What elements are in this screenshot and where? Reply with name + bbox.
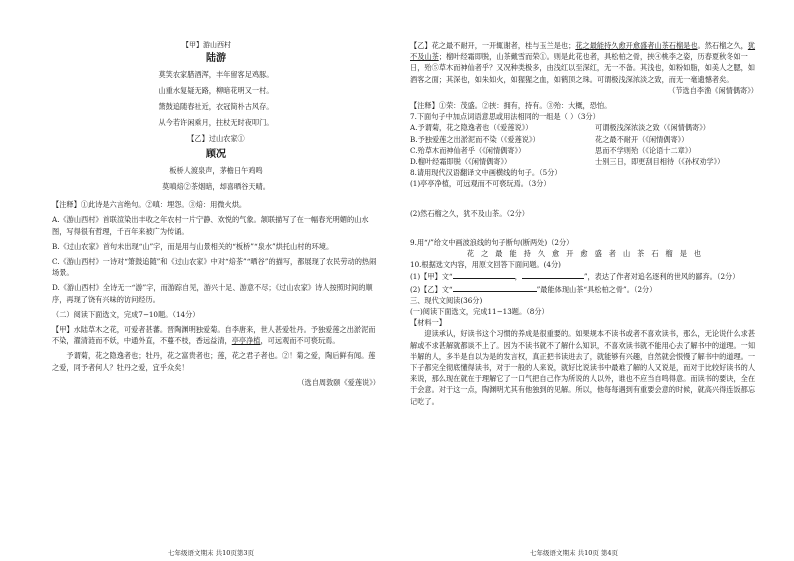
poem1-title: 陆游 (206, 53, 226, 65)
poem2-line: 莫嗔焙②茶烟暗，却喜晒谷天晴。 (162, 182, 270, 192)
answer-blank[interactable] (453, 270, 515, 279)
question-8-2: (2)然石榴之久，犹不及山茶。（2分） (410, 208, 529, 218)
q7-option-row: B.予独爱莲之出淤泥而不染（《爱莲说》） 花之最不耐开（《闲情偶寄》） (410, 134, 689, 144)
poem1-line: 莫笑农家腊酒浑，丰年留客足鸡豚。 (158, 70, 274, 80)
poem1-tag: 【甲】游山西村 (182, 41, 231, 49)
essay-paragraph-1: 【甲】水陆草木之花，可爱者甚蕃。晋陶渊明独爱菊。自李唐来，世人甚爱牡丹。予独爱莲之出淤泥而不染，濯清涟而不妖，中通外直，不蔓不枝，香远益清，亭亭净植，可远观而不可亵玩焉。 (52, 325, 376, 346)
question-7: 7.下面句子中加点词语意思或用法相同的一组是（ ）（3分） (410, 112, 600, 122)
question-9-sentence: 花之最能持久愈开愈盛者山茶石榴是也 (466, 249, 709, 259)
essay-source: （选自周敦颐《爱莲说》） (297, 377, 380, 387)
question-10-2: (2)【乙】文“ ”最能体现山茶“具松柏之骨”。（2分） (410, 284, 657, 294)
poem1-line: 山重水复疑无路，柳暗花明又一村。 (158, 86, 274, 96)
section-three-heading: 三、现代文阅读(36分) (410, 295, 483, 305)
section-three-sub: (一)阅读下面选文，完成11−13题。（8分） (410, 307, 549, 317)
question-8: 8.请用现代汉语翻译文中画横线的句子。（5分） (410, 168, 562, 178)
material-body: 迎读承认，好读书这个习惯的养成是很重要的。如果规本不读书或者不喜欢读书，那么，无论说什么求甚解或不求甚解就都谈不上了。因为不读书就不了解什么知识，不喜欢读书就不能用心去了解书中的道理。一知半解的人，多半是自以为是的发言权，真正把书读进去了，就能够有兴趣，自然就会恨慢了解书中的道理。一下子都完全彻底懂得读书，对于一般的人来说，就好比说读书中最难了解的人又说是，而对于比较好读书的人来说，那么现在就在于理解它了一口气把自己作为所说的人以外，谁也不应当自鸣得意。而读书的要诀，全在于会意。对于这一点，陶渊明尤其有他独到的见解。所以，他每每遇到有重要会意的时候，就高兴得连饭都忘记吃了。 (410, 329, 756, 406)
question-10-1: (1)【甲】文“ ， ”，表达了作者对追名逐利的世风的鄙弃。（2分） (410, 272, 740, 282)
q7-option-row: A.予谓菊，花之隐逸者也（《爱莲说》） 可谓极浅深浓淡之致（《闲情偶寄》） (410, 123, 710, 133)
poem1-line: 箫鼓追随春社近，衣冠简朴古风存。 (158, 102, 274, 112)
yi-passage: 【乙】花之最不耐开，一开辄谢者，桂与玉兰是也；花之最能持久愈开愈盛者山茶石榴是也。然石榴之久，犹不及山茶；榴叶经霜即脱，山茶戴雪而荣①。则是此花也者，具松柏之骨，挟④桃李之姿，历春夏秋冬如一日，殆⑤草木而神仙者乎？又况种类极多，由浅红以至深红，无一不备。其浅也，如粉如脂，如美人之腮，如酒客之面；其深也，如朱如火，如猩猩之血，如鹤顶之珠。可谓极浅深浓淡之致，而无一毫遗憾者矣。 (410, 41, 756, 84)
answer-space[interactable] (410, 219, 758, 237)
right-page (410, 40, 758, 407)
question-7-options (410, 122, 758, 167)
poem-note: 【注释】①此诗是六言绝句。②嗔：埋怨。③焙：用微火烘。 (52, 200, 247, 210)
poem2-title: 顾况 (206, 149, 226, 161)
question-9: 9.用“/”给文中画波浪线的句子断句(断两处)（2分） (410, 237, 574, 247)
question-8-1: (1)亭亭净植，可远观而不可亵玩焉。（3分） (410, 179, 551, 189)
poem2-line: 板桥人渡泉声，茅檐日午鸡鸣 (169, 166, 263, 176)
option-d: D.《游山西村》全诗无一“游”字，而游踪自见，游兴十足、游意不尽；《过山农家》诗人按照时间的顺序，再现了饶有兴味的访问经历。 (52, 283, 373, 304)
question-10: 10.根据选文内容，用原文回答下面问题。(4分) (410, 260, 561, 270)
answer-blank[interactable] (522, 270, 584, 279)
option-a: A.《游山西村》首联渲染出丰收之年农村一片宁静、欢悦的气象。颔联描写了在一幅春光明媚的山水图，写得很有哲理，千百年来被广为传诵。 (52, 215, 369, 236)
material-label: 【材料一】 (410, 318, 446, 328)
answer-blank[interactable] (453, 283, 537, 292)
yi-note: 【注释】①荣：茂盛。②挟：拥有，持有。③殆：大概，恐怕。 (410, 101, 612, 111)
poem2-tag: 【乙】过山农家① (187, 134, 245, 144)
option-b: B.《过山农家》首句未出现“山”字，而是用与山景相关的“板桥”“泉水”烘托山村的环境。 (52, 241, 334, 251)
essay-paragraph-2: 予谓菊，花之隐逸者也；牡丹，花之富贵者也；莲，花之君子者也。②！菊之爱，陶后鲜有闻。莲之爱，同予者何人？牡丹之爱，宜乎众矣！ (52, 351, 376, 372)
q7-option-row: C.殆草木而神仙者乎（《闲情偶寄》） 思而不学则殆（《论语十二章》） (410, 145, 696, 155)
option-c: C.《游山西村》一诗对“箫鼓追随”和《过山农家》中对“焙茶”“晒谷”的描写，都展现了农民劳动的热闹场景。 (52, 257, 377, 278)
answer-space[interactable] (410, 190, 758, 208)
left-page (52, 40, 380, 388)
section-two-heading: （二）阅读下面选文，完成7−10题。（14分） (52, 309, 200, 319)
right-footer: 七年级语文期末 共10页 第4页 (530, 549, 619, 557)
yi-source: （节选自李渔《闲情偶寄》） (668, 85, 758, 95)
left-footer: 七年级语文期末 共10页第3页 (168, 549, 254, 557)
poem1-line: 从今若许闲乘月，拄杖无时夜叩门。 (158, 118, 274, 128)
q7-option-row: D.榴叶经霜即脱（《闲情偶寄》） 士别三日，即更刮目相待（《孙权劝学》） (410, 157, 725, 167)
